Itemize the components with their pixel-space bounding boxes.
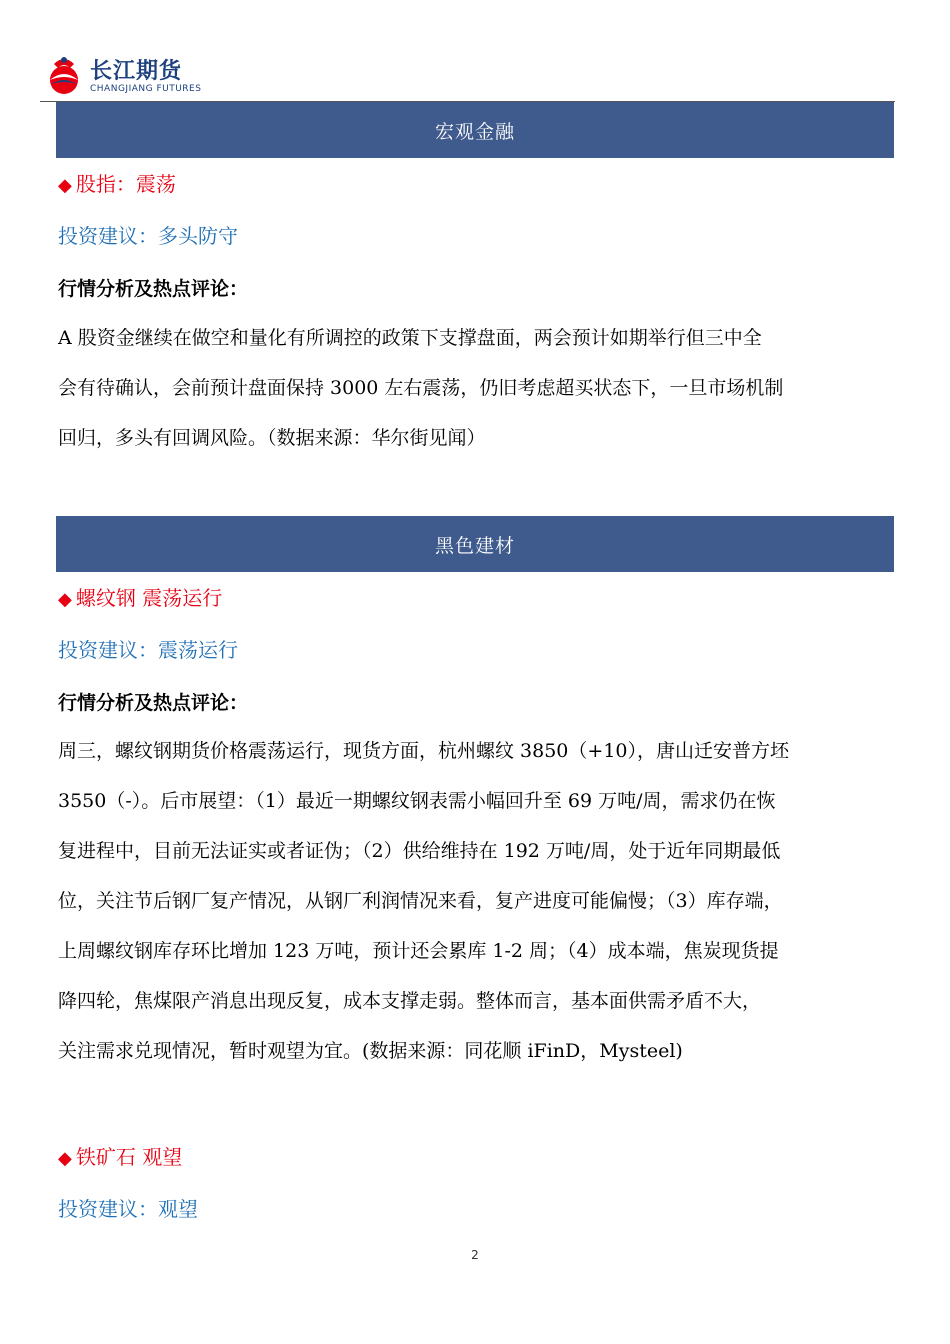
- diamond-bullet-icon: ◆: [58, 175, 72, 196]
- paragraph-line: 降四轮，焦煤限产消息出现反复，成本支撑走弱。整体而言，基本面供需矛盾不大，: [58, 990, 762, 1012]
- diamond-bullet-icon: ◆: [58, 1148, 72, 1169]
- paragraph-line: 周三，螺纹钢期货价格震荡运行，现货方面，杭州螺纹 3850（+10），唐山迁安普方坯: [58, 740, 789, 762]
- paragraph-line: 上周螺纹钢库存环比增加 123 万吨，预计还会累库 1-2 周；（4）成本端，焦炭现货提: [58, 940, 779, 962]
- paragraph-line: 位，关注节后钢厂复产情况，从钢厂利润情况来看，复产进度可能偏慢；（3）库存端，: [58, 890, 783, 912]
- page-number: 2: [471, 1248, 479, 1262]
- analysis-paragraph: [58, 726, 898, 1076]
- item-title-rebar: [58, 582, 894, 611]
- paragraph-line: 会有待确认，会前预计盘面保持 3000 左右震荡，仍旧考虑超买状态下，一旦市场机制: [58, 377, 784, 399]
- section-band-macro: 宏观金融: [56, 102, 894, 158]
- section-band-black: 黑色建材: [56, 516, 894, 572]
- diamond-bullet-icon: ◆: [58, 589, 72, 610]
- paragraph-line: 回归，多头有回调风险。（数据来源：华尔街见闻）: [58, 427, 486, 449]
- paragraph-line: A 股资金继续在做空和量化有所调控的政策下支撑盘面，两会预计如期举行但三中全: [58, 327, 762, 349]
- item-title-iron-ore: [58, 1141, 894, 1170]
- analysis-label: 行情分析及热点评论：: [58, 692, 249, 714]
- page-header: [40, 50, 900, 102]
- brand-name-en: CHANGJIANG FUTURES: [90, 84, 202, 94]
- investment-advice: 投资建议：观望: [58, 1197, 198, 1221]
- investment-advice: 投资建议：震荡运行: [58, 638, 238, 662]
- item-title-text: 铁矿石 观望: [75, 1145, 183, 1169]
- paragraph-line: 复进程中，目前无法证实或者证伪；（2）供给维持在 192 万吨/周，处于近年同期最低: [58, 840, 781, 862]
- paragraph-line: 关注需求兑现情况，暂时观望为宜。(数据来源：同花顺 iFinD，Mysteel): [58, 1040, 683, 1062]
- item-title-stock-index: [58, 168, 894, 197]
- company-logo: [40, 50, 88, 98]
- analysis-paragraph: [58, 313, 898, 463]
- brand-name-cn: 长江期货: [90, 59, 183, 84]
- analysis-label: 行情分析及热点评论：: [58, 278, 249, 300]
- item-title-text: 股指：震荡: [75, 172, 176, 196]
- paragraph-line: 3550（-）。后市展望：（1）最近一期螺纹钢表需小幅回升至 69 万吨/周，需求仍在恢: [58, 790, 776, 812]
- item-title-text: 螺纹钢 震荡运行: [75, 586, 223, 610]
- investment-advice: 投资建议：多头防守: [58, 224, 238, 248]
